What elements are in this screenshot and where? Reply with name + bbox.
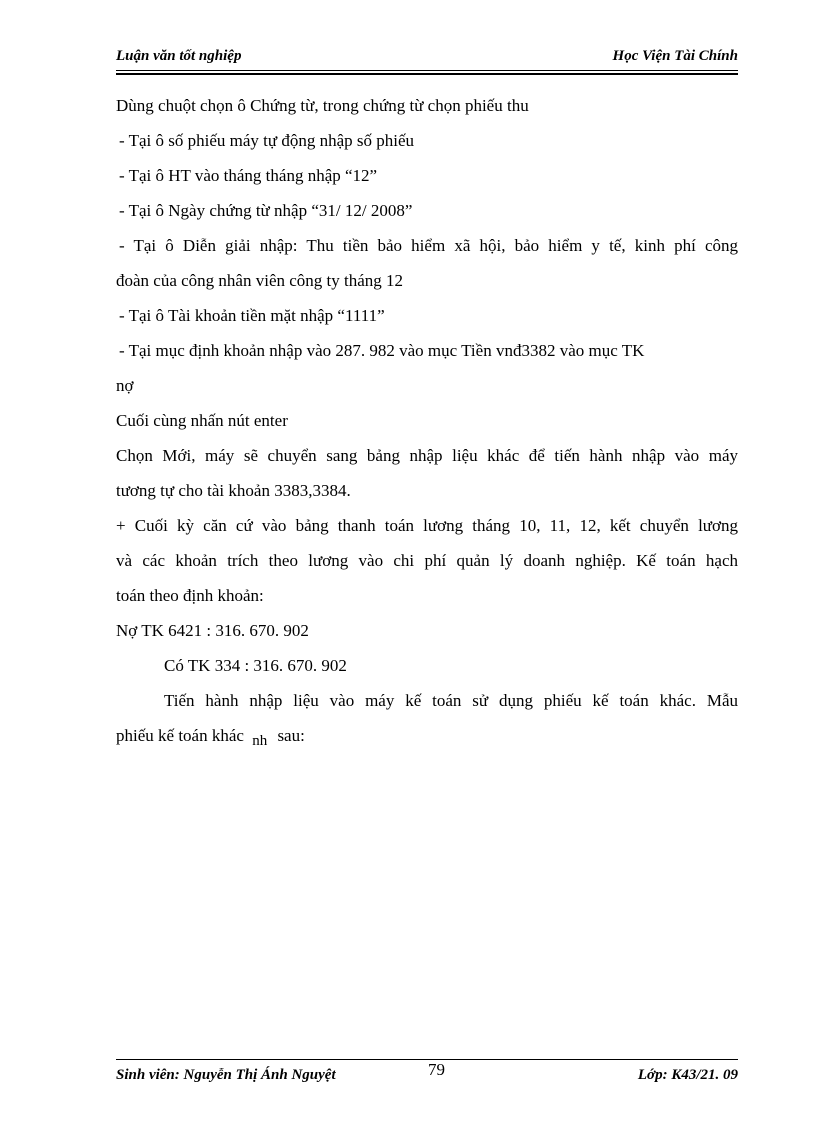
paragraph-line: Tiến hành nhập liệu vào máy kế toán sử dụng phiếu kế toán khác. Mẫu (164, 691, 738, 710)
paragraph-text: sau: (277, 726, 305, 745)
paragraph-text-fragment: nh (252, 733, 268, 749)
bullet-line: - Tại ô Tài khoản tiền mặt nhập “1111” (119, 306, 385, 325)
paragraph-line: nợ (116, 376, 134, 395)
bullet-line: - Tại ô HT vào tháng tháng nhập “12” (119, 166, 378, 185)
page-number: 79 (428, 1060, 445, 1079)
paragraph-line: Dùng chuột chọn ô Chứng từ, trong chứng từ chọn phiếu thu (116, 96, 529, 115)
paragraph-line: và các khoản trích theo lương vào chi phí quản lý doanh nghiệp. Kế toán hạch (116, 551, 738, 570)
footer-class: Lớp: K43/21. 09 (637, 1067, 738, 1083)
header-rule-thick (116, 73, 738, 75)
paragraph-line: đoàn của công nhân viên công ty tháng 12 (116, 271, 404, 290)
header-thesis-title: Luận văn tốt nghiệp (116, 48, 242, 64)
paragraph-line: toán theo định khoản: (116, 586, 264, 605)
bullet-line: - Tại mục định khoản nhập vào 287. 982 vào mục Tiền vnđ3382 vào mục TK (119, 341, 645, 360)
page-footer (116, 1060, 738, 1090)
journal-entry-credit: Có TK 334 : 316. 670. 902 (164, 656, 347, 675)
bullet-line: - Tại ô số phiếu máy tự động nhập số phiếu (119, 131, 415, 150)
journal-entry-debit: Nợ TK 6421 : 316. 670. 902 (116, 621, 309, 640)
bullet-line: - Tại ô Diễn giải nhập: Thu tiền bảo hiểm xã hội, bảo hiểm y tế, kinh phí công (119, 236, 738, 255)
paragraph-line: Cuối cùng nhấn nút enter (116, 411, 288, 430)
paragraph-line: Chọn Mới, máy sẽ chuyển sang bảng nhập liệu khác để tiến hành nhập vào máy (116, 446, 738, 465)
bullet-line: - Tại ô Ngày chứng từ nhập “31/ 12/ 2008” (119, 201, 413, 220)
page-header (116, 48, 738, 70)
paragraph-line (116, 718, 738, 753)
body-text (116, 88, 738, 753)
header-institution: Học Viện Tài Chính (612, 48, 738, 64)
paragraph-line: + Cuối kỳ căn cứ vào bảng thanh toán lương tháng 10, 11, 12, kết chuyển lương (116, 516, 738, 535)
footer-student-name: Sinh viên: Nguyễn Thị Ánh Nguyệt (116, 1067, 336, 1083)
header-rule-thin (116, 70, 738, 71)
paragraph-text: phiếu kế toán khác (116, 726, 244, 745)
paragraph-line: tương tự cho tài khoản 3383,3384. (116, 481, 351, 500)
